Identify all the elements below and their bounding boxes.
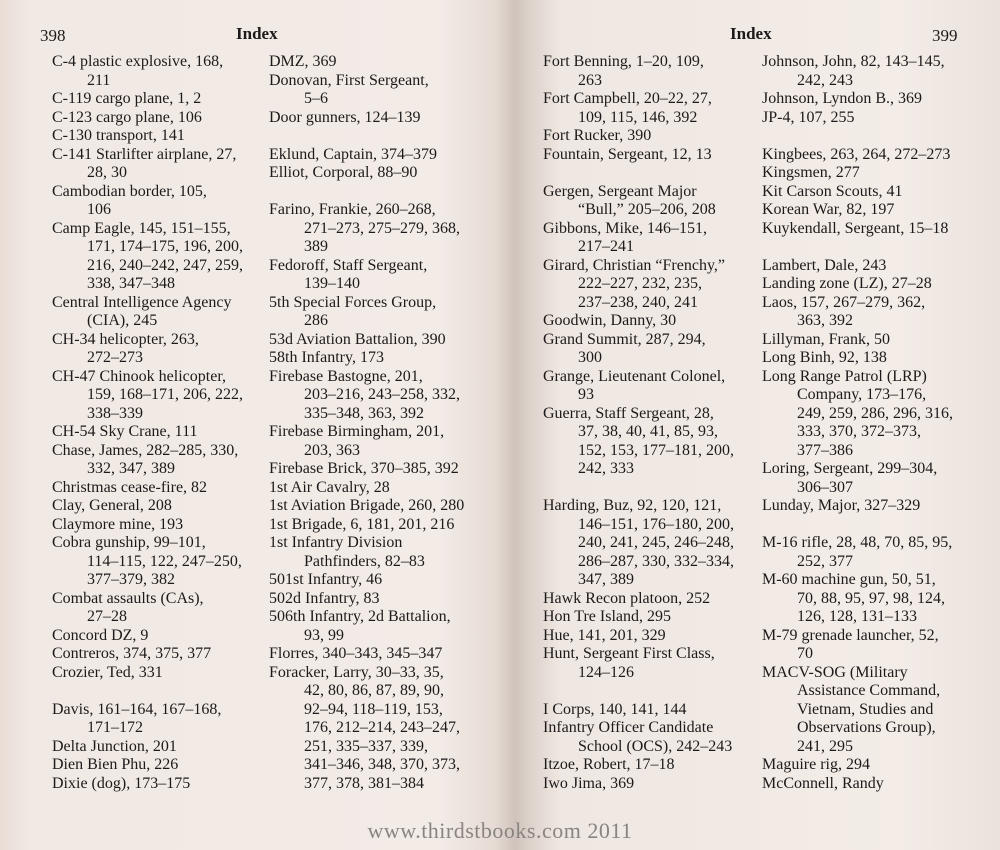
entry-term: Kit Carson Scouts, 41 [762,182,903,200]
index-entry [269,608,464,645]
running-head: Index [730,24,772,43]
entry-term: C-119 cargo plane, 1, 2 [52,90,202,107]
entry-continuation: 37, 38, 40, 41, 85, 93, [578,423,718,440]
entry-term: Kingsmen, 277 [762,164,860,181]
entry-term: Elliot, Corporal, 88–90 [269,164,418,181]
entry-continuation: 124–126 [578,663,634,681]
index-entry [543,220,734,257]
index-entry [543,257,734,313]
entry-term: McConnell, Randy [762,774,884,792]
index-entry [269,53,464,72]
index-entry [52,534,243,590]
entry-term: Harding, Buz, 92, 120, 121, [543,497,722,514]
index-column [52,53,243,793]
entry-term: Long Binh, 92, 138 [762,349,887,366]
index-entry [543,497,734,590]
index-entry [762,349,953,368]
entry-continuation: 216, 240–242, 247, 259, [87,256,243,274]
index-entry [52,294,243,331]
index-entry [52,497,243,516]
entry-continuation: 241, 295 [797,737,853,755]
index-entry [543,701,734,720]
index-entry [762,146,953,165]
entry-continuation: Vietnam, Studies and [797,700,934,718]
entry-term: 502d Infantry, 83 [269,589,380,607]
entry-continuation: 338, 347–348 [87,275,175,292]
index-entry [269,645,464,664]
entry-continuation: 341–346, 348, 370, 373, [304,756,460,773]
index-entry [543,405,734,479]
letter-group-gap [269,127,464,146]
index-entry [52,331,243,368]
index-entry [543,183,734,220]
entry-term: I Corps, 140, 141, 144 [543,700,687,718]
index-entry [269,479,464,498]
entry-continuation: 332, 347, 389 [87,460,175,477]
index-entry [762,664,953,757]
entry-term: Hue, 141, 201, 329 [543,626,666,644]
entry-continuation: Assistance Command, [797,682,941,699]
index-entry [52,756,243,775]
entry-continuation: 171, 174–175, 196, 200, [87,238,243,255]
entry-continuation: 389 [304,238,328,255]
entry-continuation: 363, 392 [797,312,853,329]
index-entry [52,645,243,664]
index-entry [269,664,464,794]
index-column [762,53,953,793]
index-entry [269,349,464,368]
index-entry [543,312,734,331]
index-entry [762,220,953,239]
letter-group-gap [543,164,734,183]
entry-continuation: 139–140 [304,275,360,292]
index-entry [52,127,243,146]
index-entry [269,368,464,424]
entry-term: Cambodian border, 105, [52,182,207,200]
entry-continuation: 263 [578,71,602,89]
entry-continuation: 171–172 [87,719,143,736]
entry-term: M-79 grenade launcher, 52, [762,626,939,644]
entry-term: 1st Brigade, 6, 181, 201, 216 [269,515,455,533]
entry-term: Kingbees, 263, 264, 272–273 [762,145,951,163]
entry-continuation: 203–216, 243–258, 332, [304,386,460,403]
entry-continuation: 300 [578,349,602,366]
entry-term: Fort Rucker, 390 [543,127,652,144]
entry-term: Fountain, Sergeant, 12, 13 [543,145,712,163]
index-column [269,53,464,793]
page-number: 399 [932,26,958,45]
index-entry [52,183,243,220]
entry-term: 1st Air Cavalry, 28 [269,478,390,496]
index-entry [52,701,243,738]
index-entry [269,257,464,294]
entry-continuation: 222–227, 232, 235, [578,275,702,292]
entry-continuation: 146–151, 176–180, 200, [578,515,734,533]
entry-continuation: 203, 363 [304,441,360,459]
letter-group-gap [762,127,953,146]
entry-term: Dien Bien Phu, 226 [52,756,179,773]
entry-term: CH-34 helicopter, 263, [52,330,199,348]
index-entry [269,497,464,516]
entry-term: Concord DZ, 9 [52,626,149,644]
entry-term: Johnson, John, 82, 143–145, [762,53,945,70]
entry-term: Girard, Christian “Frenchy,” [543,256,726,274]
entry-continuation: 70 [797,645,813,662]
index-entry [269,164,464,183]
entry-term: Dixie (dog), 173–175 [52,774,191,792]
entry-continuation: 271–273, 275–279, 368, [304,219,460,237]
entry-continuation: 306–307 [797,478,853,496]
index-entry [52,442,243,479]
entry-continuation: 92–94, 118–119, 153, [304,700,443,718]
entry-continuation: 42, 80, 86, 87, 89, 90, [304,682,444,699]
index-entry [269,516,464,535]
entry-term: CH-47 Chinook helicopter, [52,367,226,385]
index-entry [543,331,734,368]
entry-continuation: Pathfinders, 82–83 [304,552,425,570]
entry-continuation: 242, 243 [797,71,853,89]
index-entry [52,146,243,183]
entry-continuation: 377–386 [797,441,853,459]
entry-term: Loring, Sergeant, 299–304, [762,460,938,477]
entry-term: Combat assaults (CAs), [52,589,204,607]
entry-term: 1st Aviation Brigade, 260, 280 [269,497,465,514]
index-entry [543,146,734,165]
index-entry [269,423,464,460]
letter-group-gap [543,682,734,701]
index-entry [762,201,953,220]
entry-continuation: 93 [578,386,594,403]
index-entry [762,497,953,516]
entry-term: C-123 cargo plane, 106 [52,108,202,126]
index-entry [269,331,464,350]
entry-continuation: 114–115, 122, 247–250, [87,552,242,570]
entry-term: Fort Campbell, 20–22, 27, [543,90,712,107]
entry-term: 53d Aviation Battalion, 390 [269,330,446,348]
index-entry [762,183,953,202]
index-entry [52,590,243,627]
index-entry [762,109,953,128]
entry-continuation: 93, 99 [304,626,344,644]
entry-term: 58th Infantry, 173 [269,349,384,366]
entry-term: C-130 transport, 141 [52,127,185,144]
entry-term: Central Intelligence Agency [52,293,232,311]
entry-term: Landing zone (LZ), 27–28 [762,275,932,292]
index-entry [52,220,243,294]
entry-term: Korean War, 82, 197 [762,201,895,218]
entry-term: DMZ, 369 [269,53,337,70]
entry-continuation: 240, 241, 245, 246–248, [578,534,734,551]
entry-term: Grand Summit, 287, 294, [543,330,706,348]
entry-term: Crozier, Ted, 331 [52,663,163,681]
entry-term: Firebase Bastogne, 201, [269,367,423,385]
entry-continuation: 5–6 [304,90,328,107]
entry-continuation: 377–379, 382 [87,571,175,588]
index-entry [52,90,243,109]
index-entry [762,571,953,627]
index-entry [543,756,734,775]
letter-group-gap [762,516,953,535]
entry-term: Hunt, Sergeant First Class, [543,645,715,662]
entry-continuation: 335–348, 363, 392 [304,404,424,422]
entry-term: Grange, Lieutenant Colonel, [543,367,726,385]
entry-term: Itzoe, Robert, 17–18 [543,756,675,773]
entry-term: Firebase Brick, 370–385, 392 [269,460,459,477]
index-entry [52,516,243,535]
entry-term: Donovan, First Sergeant, [269,71,429,89]
entry-continuation: 347, 389 [578,571,634,588]
index-entry [543,368,734,405]
letter-group-gap [543,479,734,498]
entry-term: Laos, 157, 267–279, 362, [762,293,926,311]
index-entry [269,590,464,609]
entry-continuation: 377, 378, 381–384 [304,774,424,792]
entry-term: Goodwin, Danny, 30 [543,312,677,329]
index-entry [762,90,953,109]
entry-continuation: 28, 30 [87,164,127,181]
index-entry [543,627,734,646]
entry-term: Door gunners, 124–139 [269,108,421,126]
index-entry [762,257,953,276]
index-entry [762,775,953,794]
index-entry [52,479,243,498]
entry-term: Firebase Birmingham, 201, [269,423,445,440]
entry-term: 5th Special Forces Group, [269,293,437,311]
entry-continuation: 237–238, 240, 241 [578,293,698,311]
index-entry [52,738,243,757]
entry-continuation: 242, 333 [578,460,634,477]
index-entry [269,460,464,479]
index-entry [543,127,734,146]
entry-continuation: 251, 335–337, 339, [304,737,428,755]
index-entry [762,294,953,331]
entry-term: Hawk Recon platoon, 252 [543,589,711,607]
entry-term: Delta Junction, 201 [52,737,177,755]
entry-term: 1st Infantry Division [269,534,403,551]
entry-term: Florres, 340–343, 345–347 [269,645,443,662]
entry-term: C-141 Starlifter airplane, 27, [52,145,237,163]
entry-continuation: 176, 212–214, 243–247, [304,719,460,736]
entry-term: Iwo Jima, 369 [543,774,635,792]
entry-continuation: 70, 88, 95, 97, 98, 124, [797,589,945,607]
entry-term: M-16 rifle, 28, 48, 70, 85, 95, [762,534,953,551]
index-entry [762,275,953,294]
index-entry [269,146,464,165]
entry-term: Farino, Frankie, 260–268, [269,201,436,218]
index-entry [543,719,734,756]
index-entry [762,627,953,664]
index-entry [762,756,953,775]
entry-continuation: 106 [87,201,111,218]
index-entry [52,368,243,424]
index-entry [269,534,464,571]
index-entry [269,109,464,128]
entry-term: Guerra, Staff Sergeant, 28, [543,404,714,422]
entry-continuation: 152, 153, 177–181, 200, [578,441,734,459]
index-entry [543,590,734,609]
entry-term: Johnson, Lyndon B., 369 [762,90,923,107]
entry-continuation: 211 [87,71,111,89]
entry-term: MACV-SOG (Military [762,663,908,681]
index-entry [762,164,953,183]
page-number: 398 [40,26,66,45]
entry-continuation: (CIA), 245 [87,312,158,329]
letter-group-gap [269,183,464,202]
index-entry [762,331,953,350]
entry-term: Maguire rig, 294 [762,756,870,773]
index-entry [52,664,243,683]
index-entry [762,534,953,571]
index-entry [52,109,243,128]
entry-continuation: “Bull,” 205–206, 208 [578,201,716,218]
index-entry [269,294,464,331]
entry-term: Eklund, Captain, 374–379 [269,145,437,163]
index-entry [52,775,243,794]
letter-group-gap [52,682,243,701]
entry-continuation: 338–339 [87,404,143,422]
entry-term: Lambert, Dale, 243 [762,256,887,274]
entry-continuation: Company, 173–176, [797,386,927,403]
entry-continuation: 249, 259, 286, 296, 316, [797,404,953,422]
index-entry [543,775,734,794]
entry-continuation: 252, 377 [797,552,853,570]
index-entry [762,53,953,90]
entry-term: Foracker, Larry, 30–33, 35, [269,663,444,681]
entry-term: Chase, James, 282–285, 330, [52,441,239,459]
entry-term: Gibbons, Mike, 146–151, [543,219,707,237]
index-entry [269,571,464,590]
entry-term: Contreros, 374, 375, 377 [52,645,212,662]
entry-continuation: 286 [304,312,328,329]
entry-term: JP-4, 107, 255 [762,108,855,126]
entry-continuation: 333, 370, 372–373, [797,423,921,440]
entry-term: Claymore mine, 193 [52,515,184,533]
entry-term: Christmas cease-fire, 82 [52,478,208,496]
entry-term: C-4 plastic explosive, 168, [52,53,224,70]
index-entry [543,90,734,127]
entry-continuation: 126, 128, 131–133 [797,608,917,625]
entry-continuation: 286–287, 330, 332–334, [578,552,734,570]
entry-term: Kuykendall, Sergeant, 15–18 [762,219,949,237]
watermark: www.thirdstbooks.com 2011 [367,818,633,843]
index-entry [52,627,243,646]
entry-term: Cobra gunship, 99–101, [52,534,206,551]
entry-term: Hon Tre Island, 295 [543,608,672,625]
index-entry [269,201,464,257]
entry-continuation: School (OCS), 242–243 [578,737,733,755]
entry-term: Lillyman, Frank, 50 [762,330,890,348]
index-entry [52,53,243,90]
index-entry [762,368,953,461]
entry-continuation: 27–28 [87,608,127,625]
entry-continuation: Observations Group), [797,719,936,736]
entry-term: Long Range Patrol (LRP) [762,367,927,385]
index-entry [52,423,243,442]
entry-continuation: 159, 168–171, 206, 222, [87,386,243,403]
entry-term: Camp Eagle, 145, 151–155, [52,219,231,237]
index-entry [543,645,734,682]
index-entry [543,608,734,627]
entry-term: Clay, General, 208 [52,497,172,514]
index-entry [762,460,953,497]
index-column [543,53,734,793]
entry-term: Fort Benning, 1–20, 109, [543,53,704,70]
entry-term: Lunday, Major, 327–329 [762,497,921,514]
entry-term: Gergen, Sergeant Major [543,182,697,200]
entry-term: M-60 machine gun, 50, 51, [762,571,936,588]
running-head: Index [236,24,278,43]
entry-continuation: 272–273 [87,349,143,366]
entry-term: 501st Infantry, 46 [269,571,383,588]
letter-group-gap [762,238,953,257]
entry-term: Fedoroff, Staff Sergeant, [269,256,428,274]
entry-continuation: 109, 115, 146, 392 [578,108,698,126]
index-entry [269,72,464,109]
entry-continuation: 217–241 [578,238,634,255]
index-entry [543,53,734,90]
entry-term: Davis, 161–164, 167–168, [52,700,222,718]
entry-term: Infantry Officer Candidate [543,719,714,736]
entry-term: 506th Infantry, 2d Battalion, [269,608,451,625]
entry-term: CH-54 Sky Crane, 111 [52,423,198,440]
